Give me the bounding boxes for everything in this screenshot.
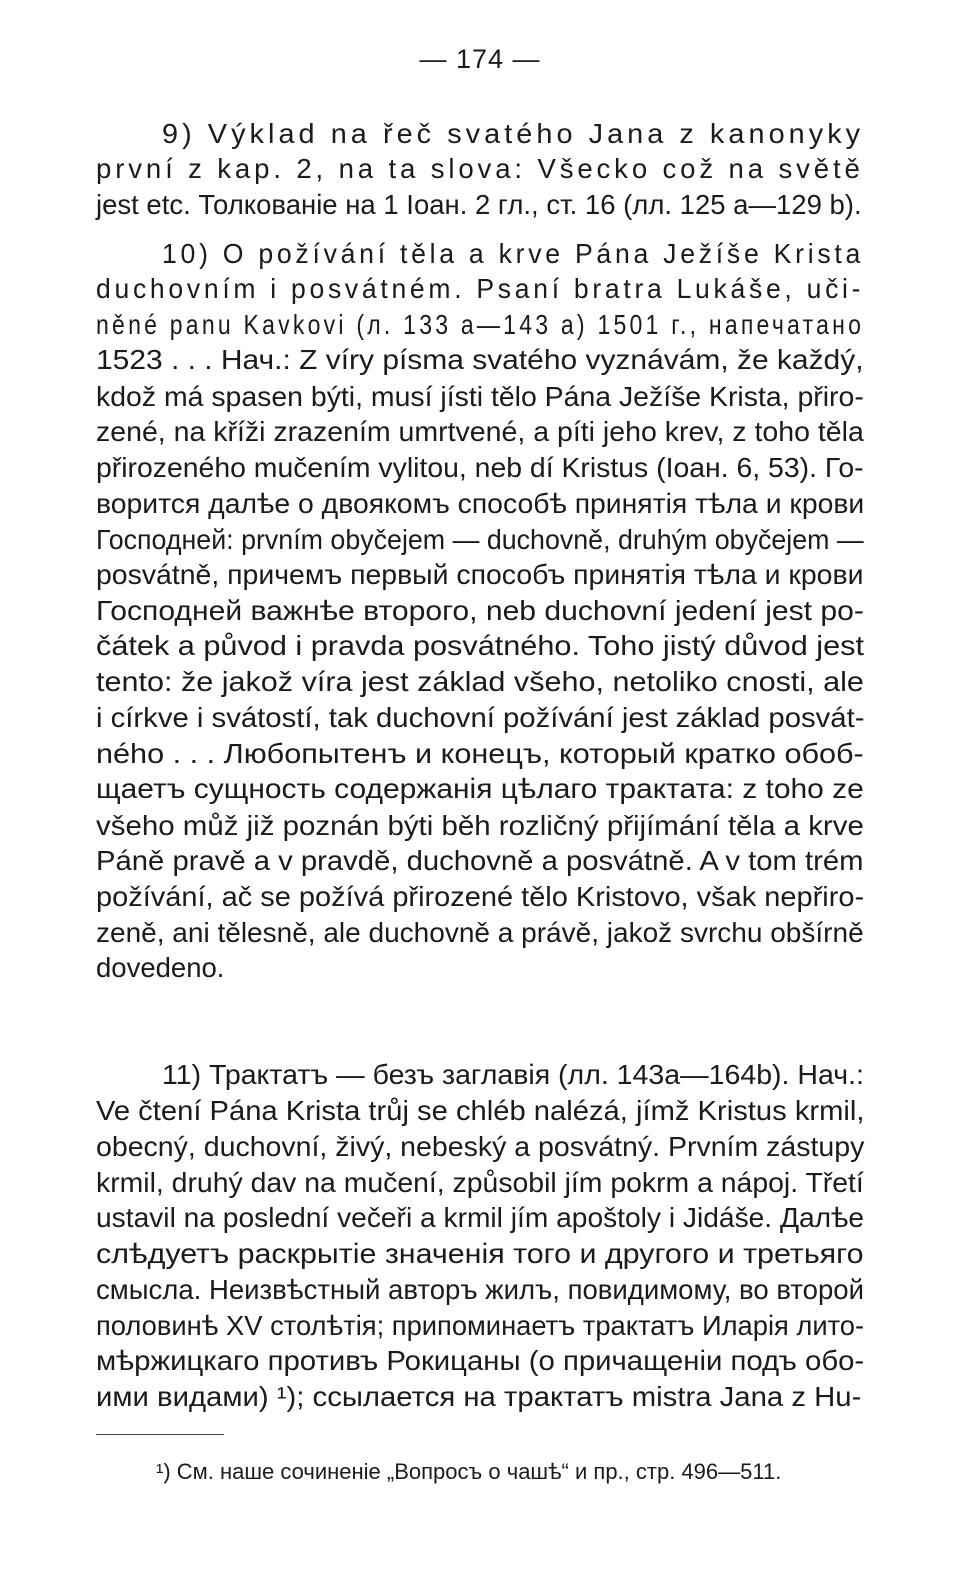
text-line: duchovním i posvátném. Psaní bratra Lukáše, uči- [96,273,865,304]
footnote-rule [96,1434,224,1435]
text-line: Господней важнѣе второго, neb duchovní jedení jest po- [96,595,864,626]
text-line: Ve čtení Pána Krista trůj se chléb nalézá, jímž Kristus krmil, [96,1095,865,1126]
text-line: jest etc. Толкованіе на 1 Іоан. 2 гл., ст. 16 (лл. 125 а—129 b). [96,189,862,220]
text-line: щаетъ сущность содержанія цѣлаго трактата: z toho ze [96,773,864,804]
text-line: něné panu Kavkovi (л. 133 а—143 а) 1501 г., напечатано [96,309,865,340]
text-line: všeho můž již poznán býti běh rozličný přijímání těla a krve [96,810,864,841]
text-line: ustavil na poslední večeři a krmil jím apoštoly i Jidáše. Далѣе [96,1202,865,1233]
text-line: zené, na kříži zrazením umrtvené, a píti jeho krev, z toho těla [96,416,864,447]
text-line: dovedeno. [96,952,225,983]
text-line: ими видами) ¹); ссылается на трактатъ mistra Jana z Hu- [96,1381,862,1412]
text-line: posvátně, причемъ первый способъ принятія тѣла и крови [96,559,864,590]
text-line: половинѣ XV столѣтія; припоминаетъ трактатъ Иларія лито- [96,1310,865,1341]
text-line: Páně pravě a v pravdě, duchovně a posvátně. A v tom trém [96,845,864,876]
text-line: 9) Výklad na řeč svatého Jana z kanonyky [162,118,865,149]
text-line: слѣдуетъ раскрытіе значенія того и другого и третьяго [96,1238,864,1269]
text-line: 11) Трактатъ — безъ заглавія (лл. 143а—164b). Нач.: [162,1059,864,1090]
text-line: kdož má spasen býti, musí jísti tělo Pána Ježíše Krista, přiro- [96,381,864,412]
text-line: požívání, ač se požívá přirozené tělo Kristovo, však nepřiro- [96,881,865,912]
text-line: i církve i svátostí, tak duchovní požívání jest základ posvát- [96,702,865,733]
text-line: Господней: prvním obyčejem — duchovně, druhým obyčejem — [96,524,864,555]
text-line: смысла. Неизвѣстный авторъ жилъ, повидимому, во второй [96,1274,864,1305]
text-line: čátek a původ i pravda posvátného. Toho jistý důvod jest [96,630,864,661]
text-line: 1523 . . . Нач.: Z víry písma svatého vyznávám, že každý, [96,344,864,375]
text-line: krmil, druhý dav na mučení, způsobil jím pokrm a nápoj. Třetí [96,1167,864,1198]
text-line: první z kap. 2, na ta slova: Všecko což na světě [96,153,864,184]
text-line: 10) O požívání těla a krve Pána Ježíše Krista [162,238,865,269]
page-number: — 174 — [419,44,541,74]
text-line: přirozeného mučením vylitou, neb dí Kristus (Іоан. 6, 53). Го- [96,452,864,483]
text-line: ворится далѣе о двоякомъ способѣ принятія тѣла и крови [96,488,865,519]
text-line: zeně, ani tělesně, ale duchovně a právě, jakož svrchu obšírně [96,917,864,948]
text-line: ného . . . Любопытенъ и конецъ, который кратко обоб- [96,738,864,769]
text-line: obecný, duchovní, živý, nebeský a posvátný. Prvním zástupy [96,1131,865,1162]
footnote: ¹) См. наше сочиненіе „Вопросъ о чашѣ“ и пр., стр. 496—511. [156,1459,782,1484]
text-line: tento: že jakož víra jest základ všeho, netoliko cnosti, ale [96,666,864,697]
text-line: мѣржицкаго противъ Рокицаны (о причащеніи подъ обо- [96,1345,865,1376]
